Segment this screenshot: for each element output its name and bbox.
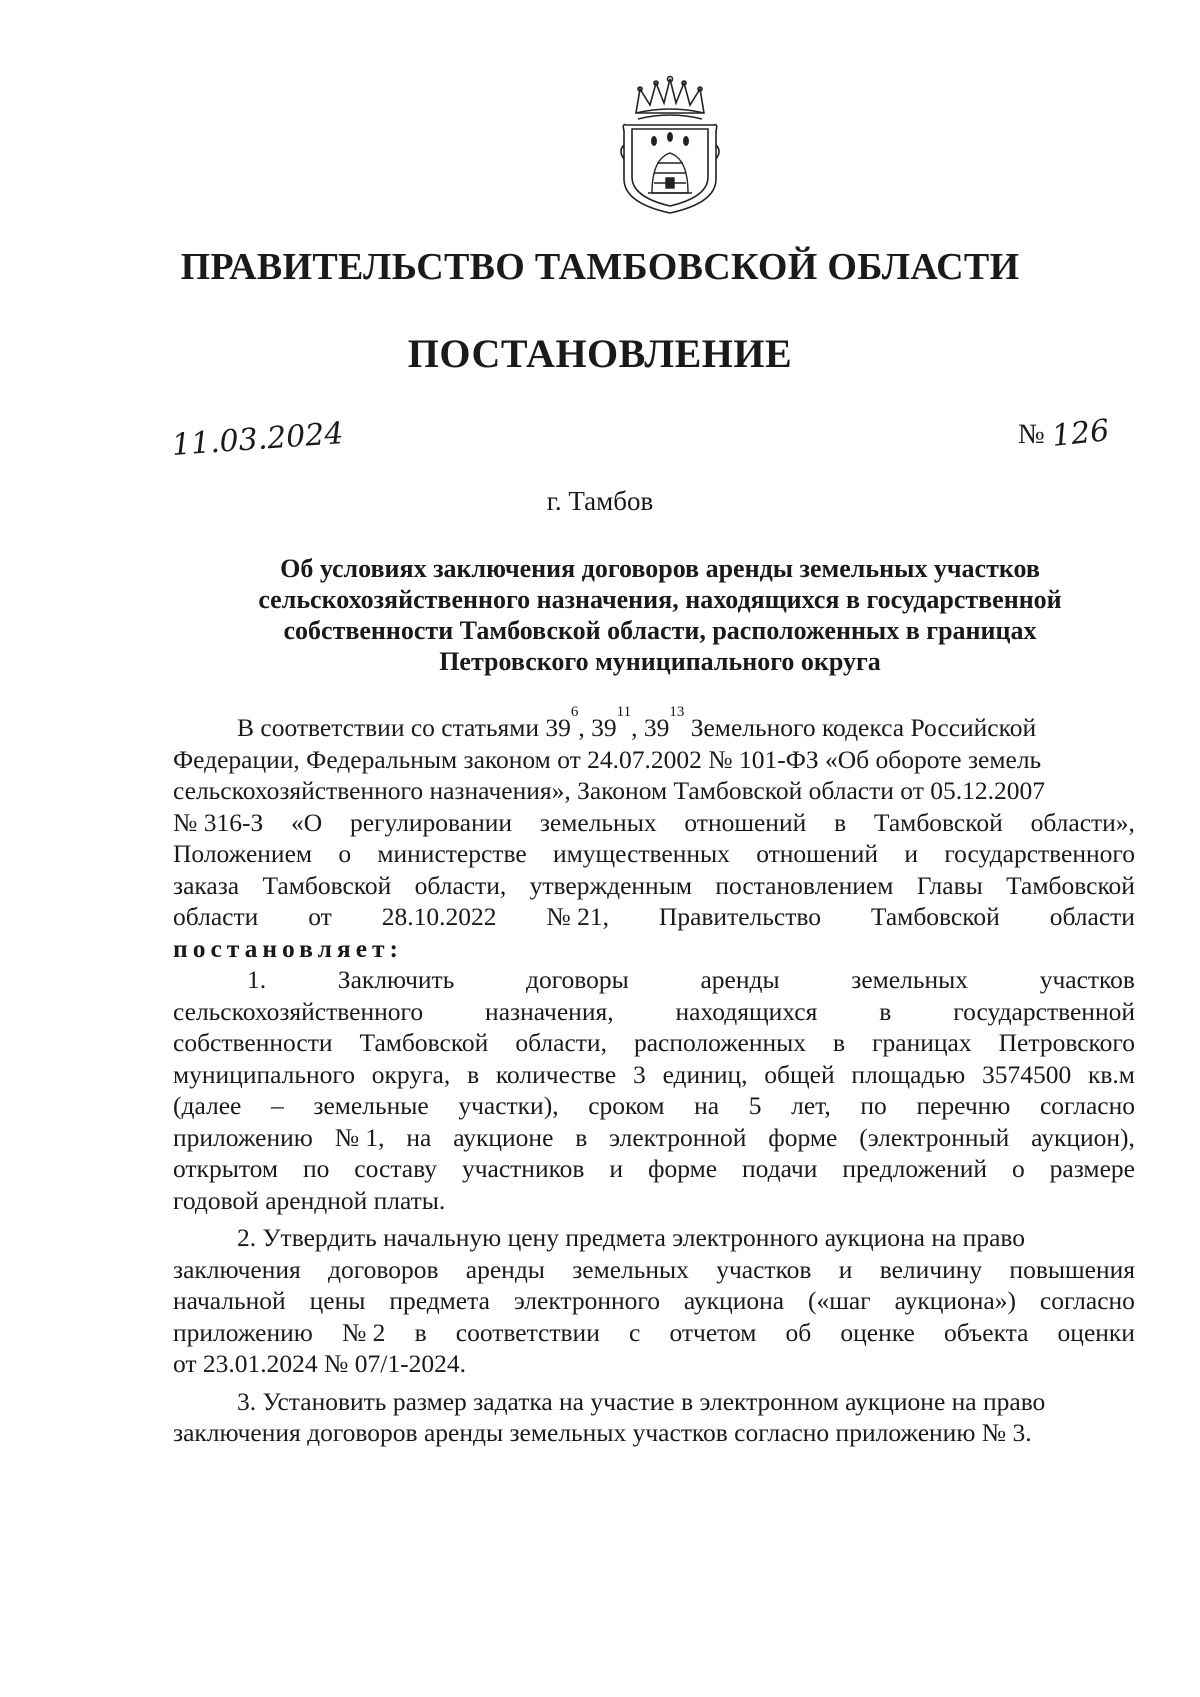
word: Заключить bbox=[337, 965, 455, 994]
preamble-line bbox=[173, 838, 1135, 870]
text-fragment: Земельного кодекса Российской bbox=[684, 713, 1037, 742]
word: области bbox=[1049, 902, 1135, 931]
word: открытом bbox=[173, 1154, 279, 1183]
organization-name: ПРАВИТЕЛЬСТВО ТАМБОВСКОЙ ОБЛАСТИ bbox=[180, 246, 1020, 288]
word: участников bbox=[461, 1154, 585, 1183]
word: повышения bbox=[1009, 1254, 1135, 1284]
item2-line bbox=[173, 1317, 1135, 1349]
word: в bbox=[467, 1059, 480, 1089]
word: в bbox=[414, 1317, 427, 1347]
word: общей bbox=[764, 1059, 835, 1089]
word: Тамбовской bbox=[359, 1028, 489, 1057]
word: о bbox=[1011, 1154, 1025, 1183]
word: и bbox=[904, 839, 919, 868]
word: участки), bbox=[458, 1091, 559, 1120]
word: постановлением bbox=[715, 870, 894, 900]
word: заказа bbox=[173, 870, 240, 900]
item1-line bbox=[173, 964, 1135, 996]
item1-line: годовой арендной платы. bbox=[173, 1185, 446, 1215]
word: и bbox=[838, 1254, 853, 1284]
word: утвержденным bbox=[529, 870, 692, 900]
word: с bbox=[629, 1317, 641, 1347]
word: площадью bbox=[851, 1059, 966, 1089]
superscript: 13 bbox=[669, 704, 685, 720]
word: начальной bbox=[173, 1286, 286, 1315]
word: области, bbox=[414, 870, 507, 900]
word: находящихся bbox=[675, 996, 818, 1026]
word: 28.10.2022 bbox=[381, 902, 497, 931]
word: договоров bbox=[328, 1254, 439, 1284]
word: подачи bbox=[742, 1154, 818, 1183]
title-line: собственности Тамбовской области, расположенных в границах bbox=[283, 616, 1037, 645]
word: области bbox=[173, 902, 259, 931]
word: в bbox=[575, 1122, 588, 1152]
item1-line bbox=[173, 1153, 1135, 1185]
decree-word-line bbox=[173, 933, 1135, 965]
word: № 2 bbox=[341, 1317, 386, 1347]
word: и bbox=[609, 1154, 624, 1183]
word: размере bbox=[1049, 1154, 1135, 1183]
word: лет, bbox=[791, 1091, 831, 1120]
word: отчетом bbox=[669, 1317, 757, 1347]
word: оценке bbox=[840, 1317, 915, 1347]
tambov-coat-of-arms-icon bbox=[618, 75, 723, 215]
word: границах bbox=[872, 1028, 972, 1057]
word: заключения bbox=[173, 1254, 301, 1284]
word: земельных bbox=[572, 1254, 689, 1284]
superscript: 11 bbox=[616, 704, 632, 720]
word: округа, bbox=[371, 1059, 451, 1089]
title-line: Петровского муниципального округа bbox=[439, 647, 881, 676]
word: от bbox=[308, 902, 332, 931]
word: земельных bbox=[539, 807, 657, 837]
word: Тамбовской bbox=[262, 870, 392, 900]
item2-line: 2. Утвердить начальную цену предмета электронного аукциона на право bbox=[237, 1223, 1026, 1252]
text-fragment: , 39 bbox=[631, 713, 670, 742]
word: расположенных bbox=[633, 1028, 807, 1057]
word: отношений bbox=[756, 839, 879, 868]
word: муниципального bbox=[173, 1059, 355, 1089]
word: составу bbox=[354, 1154, 438, 1183]
word: в bbox=[834, 807, 847, 837]
word: о bbox=[338, 839, 352, 868]
word: оценки bbox=[1057, 1317, 1135, 1347]
word: на bbox=[406, 1122, 432, 1152]
document-title bbox=[210, 553, 1110, 677]
word: соответствии bbox=[455, 1317, 600, 1347]
word: министерстве bbox=[377, 839, 527, 868]
item2-line bbox=[173, 1254, 1135, 1286]
document-number bbox=[1018, 413, 1111, 454]
word: объекта bbox=[943, 1317, 1029, 1347]
item3-line: заключения договоров аренды земельных участков согласно приложению № 3. bbox=[173, 1418, 1032, 1447]
preamble-line bbox=[173, 807, 1135, 839]
word: 3574500 bbox=[981, 1059, 1072, 1089]
word: сельскохозяйственного bbox=[173, 996, 424, 1026]
word: Тамбовской bbox=[870, 902, 1000, 931]
word: Главы bbox=[916, 870, 983, 900]
word: государственного bbox=[944, 839, 1135, 868]
word: электронного bbox=[513, 1286, 660, 1315]
word: № 1, bbox=[334, 1122, 385, 1152]
text-fragment: , 39 bbox=[578, 713, 617, 742]
word: по bbox=[302, 1154, 330, 1183]
superscript: 6 bbox=[570, 704, 579, 720]
word: участков bbox=[1039, 965, 1135, 994]
title-line: сельскохозяйственного назначения, находящихся в государственной bbox=[258, 585, 1062, 614]
item1-line bbox=[173, 996, 1135, 1028]
word: «О bbox=[291, 807, 323, 837]
word: 3 bbox=[633, 1059, 646, 1089]
word: Тамбовской bbox=[1006, 870, 1135, 900]
word: приложению bbox=[173, 1122, 313, 1152]
word: кв.м bbox=[1088, 1059, 1135, 1089]
word: в bbox=[879, 996, 892, 1026]
word: согласно bbox=[1039, 1091, 1135, 1120]
word: собственности bbox=[173, 1028, 333, 1057]
item3-line: 3. Установить размер задатка на участие в электронном аукционе на право bbox=[237, 1386, 1046, 1416]
word: Положением bbox=[173, 839, 313, 868]
preamble-line bbox=[173, 870, 1135, 902]
word: электронной bbox=[609, 1122, 747, 1152]
document-body bbox=[173, 704, 1135, 1449]
number-prefix: № bbox=[1018, 419, 1045, 450]
word: имущественных bbox=[552, 839, 730, 868]
word: государственной bbox=[953, 996, 1135, 1026]
word: – bbox=[271, 1091, 284, 1120]
word: предложений bbox=[842, 1154, 988, 1183]
word: № 316-З bbox=[173, 807, 264, 837]
word: назначения, bbox=[485, 996, 614, 1026]
item1-line bbox=[173, 1027, 1135, 1059]
word: цены bbox=[309, 1286, 366, 1315]
word: аукциона bbox=[683, 1286, 785, 1315]
word: по bbox=[860, 1091, 887, 1120]
word: (электронный bbox=[859, 1122, 1010, 1152]
word: области», bbox=[1030, 807, 1135, 837]
city: г. Тамбов bbox=[546, 486, 654, 516]
word: приложению bbox=[173, 1317, 313, 1347]
word: предмета bbox=[389, 1286, 490, 1315]
word: 5 bbox=[748, 1091, 762, 1120]
word: количестве bbox=[495, 1059, 617, 1089]
word: единиц, bbox=[662, 1059, 748, 1089]
word: Правительство bbox=[658, 902, 821, 931]
title-line: Об условиях заключения договоров аренды земельных участков bbox=[280, 554, 1040, 583]
item2-line: от 23.01.2024 № 07/1-2024. bbox=[173, 1349, 466, 1378]
word: Тамбовской bbox=[873, 807, 1003, 837]
preamble-line: сельскохозяйственного назначения», Законом Тамбовской области от 05.12.2007 bbox=[173, 776, 1045, 805]
number-value: 126 bbox=[1050, 413, 1111, 454]
word: аукционе bbox=[453, 1122, 554, 1152]
word: перечню bbox=[916, 1091, 1011, 1120]
word: договоры bbox=[526, 965, 629, 994]
word: аренды bbox=[700, 965, 780, 994]
preamble-line bbox=[173, 901, 1135, 933]
word: форме bbox=[768, 1122, 838, 1152]
word: (далее bbox=[173, 1091, 242, 1120]
word: («шаг bbox=[808, 1286, 871, 1315]
document-date: 11.03.2024 bbox=[170, 416, 345, 463]
word: аукцион), bbox=[1031, 1122, 1135, 1152]
word: согласно bbox=[1039, 1286, 1135, 1315]
document-type: ПОСТАНОВЛЕНИЕ bbox=[407, 331, 793, 376]
word: № 21, bbox=[546, 902, 609, 931]
preamble-line bbox=[173, 704, 1135, 744]
item1-line bbox=[173, 1122, 1135, 1154]
word: об bbox=[785, 1317, 812, 1347]
word: области, bbox=[515, 1028, 607, 1057]
decree-word: постановляет: bbox=[173, 933, 404, 963]
word: в bbox=[833, 1028, 846, 1057]
word: форме bbox=[647, 1154, 718, 1183]
word: регулировании bbox=[350, 807, 513, 837]
word: величину bbox=[879, 1254, 983, 1284]
text-fragment: В соответствии со статьями 39 bbox=[237, 713, 571, 742]
word: 1. bbox=[247, 965, 267, 994]
word: отношений bbox=[684, 807, 807, 837]
item1-line bbox=[173, 1090, 1135, 1122]
word: аукциона») bbox=[894, 1286, 1016, 1315]
word: аренды bbox=[465, 1254, 545, 1284]
word: земельные bbox=[313, 1091, 429, 1120]
word: Петровского bbox=[998, 1028, 1135, 1057]
preamble-line: Федерации, Федеральным законом от 24.07.2002 № 101-ФЗ «Об обороте земель bbox=[173, 744, 1042, 774]
word: земельных bbox=[851, 965, 969, 994]
item1-line bbox=[173, 1059, 1135, 1091]
word: участков bbox=[716, 1254, 812, 1284]
word: на bbox=[694, 1091, 720, 1120]
word: сроком bbox=[588, 1091, 665, 1120]
item2-line bbox=[173, 1285, 1135, 1317]
